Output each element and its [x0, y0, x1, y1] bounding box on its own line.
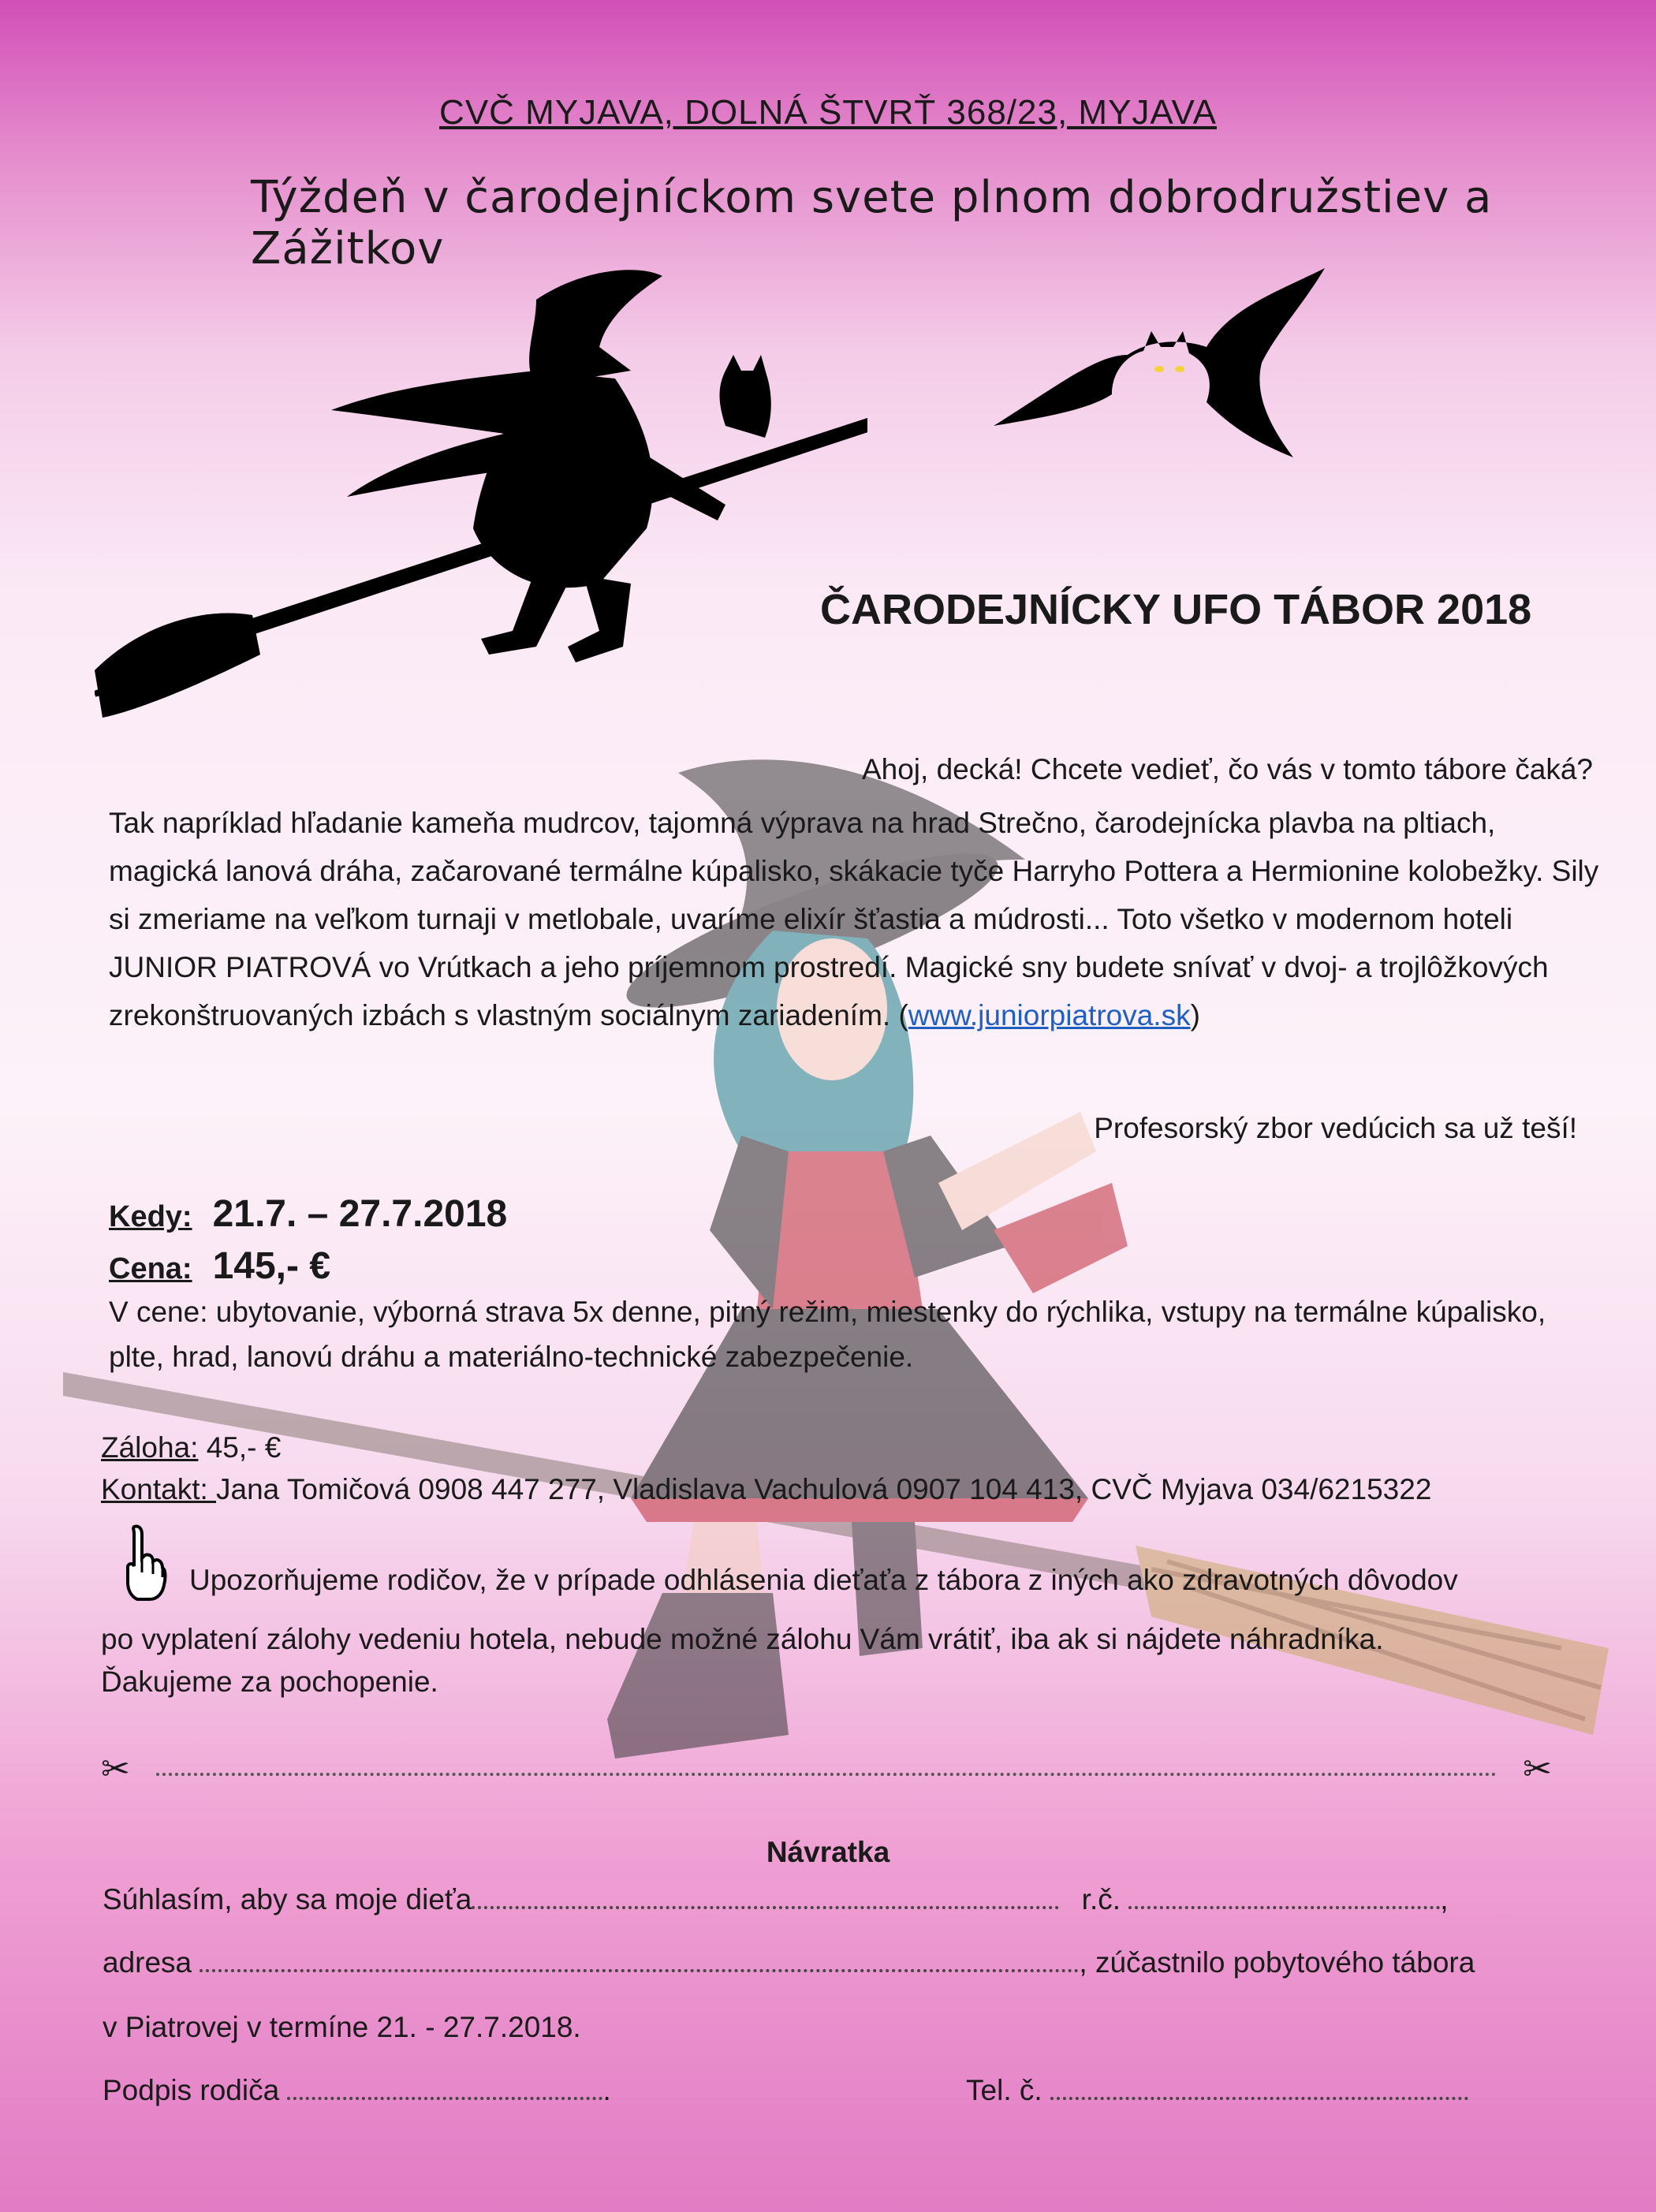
greeting-text: Ahoj, decká! Chcete vedieť, čo vás v tomto tábore čaká?: [861, 753, 1593, 785]
when-value: 21.7. – 27.7.2018: [212, 1193, 508, 1235]
form-line-signature: [103, 2074, 1468, 2107]
price-value: 145,- €: [212, 1245, 331, 1287]
bat-silhouette: [994, 268, 1325, 473]
comma-text: ,: [1440, 1883, 1449, 1915]
when-label: Kedy:: [109, 1200, 192, 1233]
cut-dotted-line: [156, 1773, 1497, 1776]
deposit-row: [101, 1431, 281, 1464]
phone-label: Tel. č.: [966, 2074, 1042, 2106]
child-consent-label: Súhlasím, aby sa moje dieťa: [103, 1883, 472, 1915]
phone-field[interactable]: [1050, 2092, 1468, 2100]
website-link[interactable]: www.juniorpiatrova.sk: [908, 999, 1191, 1031]
price-row: [109, 1244, 330, 1288]
contact-row: [101, 1473, 1431, 1506]
participation-text: , zúčastnilo pobytového tábora: [1079, 1946, 1475, 1979]
birth-number-field[interactable]: [1128, 1901, 1440, 1909]
contact-value: Jana Tomičová 0908 447 277, Vladislava Vachulová 0907 104 413, CVČ Myjava 034/6215322: [216, 1473, 1432, 1505]
deposit-label: Záloha:: [101, 1431, 199, 1464]
form-line-term: v Piatrovej v termíne 21. - 27.7.2018.: [103, 2011, 581, 2043]
contact-label: Kontakt:: [101, 1473, 217, 1505]
pointing-hand-icon: [123, 1524, 167, 1602]
intro-text: Tak napríklad hľadanie kameňa mudrcov, tajomná výprava na hrad Strečno, čarodejnícka plavba na pltiach, magická lanová dráha, začarované termálne kúpalisko, skákacie tyče Harryho Pottera a Hermionine kolobežky. Sily si zmeriame na veľkom turnaji v metlobale, uvaríme elixír šťastia a múdrosti... Toto všetko v modernom hoteli JUNIOR PIATROVÁ vo Vrútkach a jeho príjemnom prostredí. Magické sny budete snívať v dvoj- a trojlôžkových zrekonštruovaných izbách s vlastným sociálnym zariadením. (: [109, 807, 1599, 1031]
price-label: Cena:: [109, 1252, 192, 1285]
birth-number-label: r.č.: [1081, 1883, 1121, 1915]
form-line-address: [103, 1946, 1475, 1979]
notice-text-first: Upozorňujeme rodičov, že v prípade odhlásenia dieťaťa z tábora z iných ako zdravotných dôvodov: [189, 1564, 1458, 1596]
notice-text-second: po vyplatení zálohy vedeniu hotela, nebude možné zálohu Vám vrátiť, iba ak si nájdete náhradníka.: [101, 1623, 1384, 1655]
signature-label: Podpis rodiča: [103, 2074, 280, 2106]
price-includes: V cene: ubytovanie, výborná strava 5x denne, pitný režim, miestenky do rýchlika, vstupy na termálne kúpalisko, plte, hrad, lanovú dráhu a materiálno-technické zabezpečenie.: [109, 1296, 1546, 1373]
child-name-field[interactable]: [472, 1901, 1059, 1909]
signoff-text: Profesorský zbor vedúcich sa už teší!: [1094, 1112, 1577, 1144]
notice-text-third: Ďakujeme za pochopenie.: [101, 1666, 438, 1698]
when-row: [109, 1192, 507, 1236]
scissors-icon: ✂: [101, 1750, 130, 1789]
camp-subtitle: Týždeň v čarodejníckom svete plnom dobrodružstiev a Zážitkov: [251, 172, 1493, 274]
signature-field[interactable]: [287, 2092, 602, 2100]
intro-paragraph: [109, 799, 1607, 1039]
period-text: .: [602, 2074, 611, 2106]
intro-text-end: ): [1190, 999, 1200, 1031]
form-title: Návratka: [766, 1836, 890, 1868]
organization-address: CVČ MYJAVA, DOLNÁ ŠTVRŤ 368/23, MYJAVA: [439, 93, 1217, 132]
scissors-icon: ✂: [1523, 1750, 1552, 1789]
address-field[interactable]: [200, 1964, 1079, 1972]
cut-line: [101, 1749, 1552, 1789]
form-line-child: [103, 1883, 1449, 1916]
deposit-value: 45,- €: [198, 1431, 282, 1464]
flying-witch-silhouette: [95, 268, 867, 726]
address-label: adresa: [103, 1946, 192, 1979]
camp-title: ČARODEJNÍCKY UFO TÁBOR 2018: [820, 586, 1532, 633]
